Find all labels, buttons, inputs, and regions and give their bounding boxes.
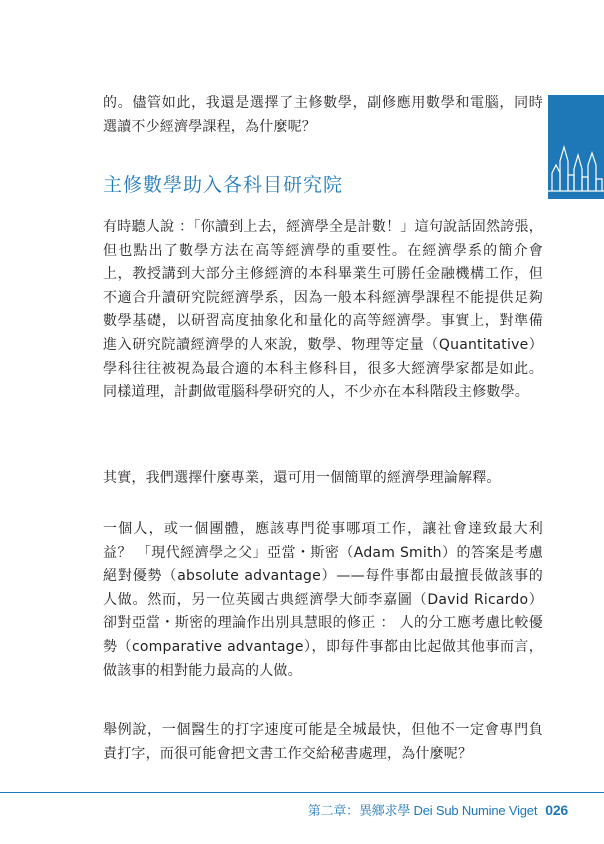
page-footer	[308, 800, 568, 819]
paragraph-block-1	[103, 216, 543, 405]
section-heading: 主修數學助入各科目研究院	[103, 174, 344, 196]
city-skyline-icon	[548, 95, 604, 199]
chapter-title: 第二章：異鄉求學 Dei Sub Numine Viget	[307, 803, 538, 818]
body-paragraph-1: 有時聽人說 ：「你讀到上去，經濟學全是計數！」這句說話固然誇張，但也點出了數學方法在高等經濟學的重要性。在經濟學系的簡介會上，教授講到大部分主修經濟的本科畢業生可勝任金融機構工作，但不適合升讀研究院經濟學系，因為一般本科經濟學課程不能提供足夠數學基礎，以研習高度抽象化和量化的高等經濟學。事實上，對準備進入研究院讀經濟學的人來說，數學、物理等定量（Quantitative）學科往往被視為最合適的本科主修科目，很多大經濟學家都是如此。同樣道理，計劃做電腦科學研究的人，不少亦在本科階段主修數學。	[103, 219, 543, 401]
intro-paragraph: 的。儘管如此，我還是選擇了主修數學，副修應用數學和電腦，同時選讀不少經濟學課程，為什麼呢？	[103, 95, 543, 135]
body-paragraph-2: 其實，我們選擇什麼專業，還可用一個簡單的經濟學理論解釋。	[103, 470, 501, 486]
intro-paragraph-block	[103, 92, 543, 139]
paragraph-block-2	[103, 467, 543, 491]
body-paragraph-4: 舉例說，一個醫生的打字速度可能是全城最快，但他不一定會專門負責打字，而很可能會把文書工作交給秘書處理，為什麼呢？	[103, 722, 543, 762]
body-paragraph-3: 一個人，或一個團體，應該專門從事哪項工作，讓社會達致最大利益？ 「現代經濟學之父」亞當・斯密（Adam Smith）的答案是考慮絕對優勢（absolute advantage）——每件事都由最擅長做該事的人做。然而，另一位英國古典經濟學大師李嘉圖（David Ricardo）卻對亞當・斯密的理論作出別具慧眼的修正 ： 人的分工應考慮比較優勢（comparative advantage），即每件事都由比起做其他事而言，做該事的相對能力最高的人做。	[103, 521, 543, 679]
chapter-side-tab	[548, 95, 604, 199]
paragraph-block-4	[103, 719, 543, 766]
paragraph-block-3	[103, 518, 543, 683]
footer-divider	[0, 792, 604, 793]
page-number: 026	[545, 802, 568, 818]
